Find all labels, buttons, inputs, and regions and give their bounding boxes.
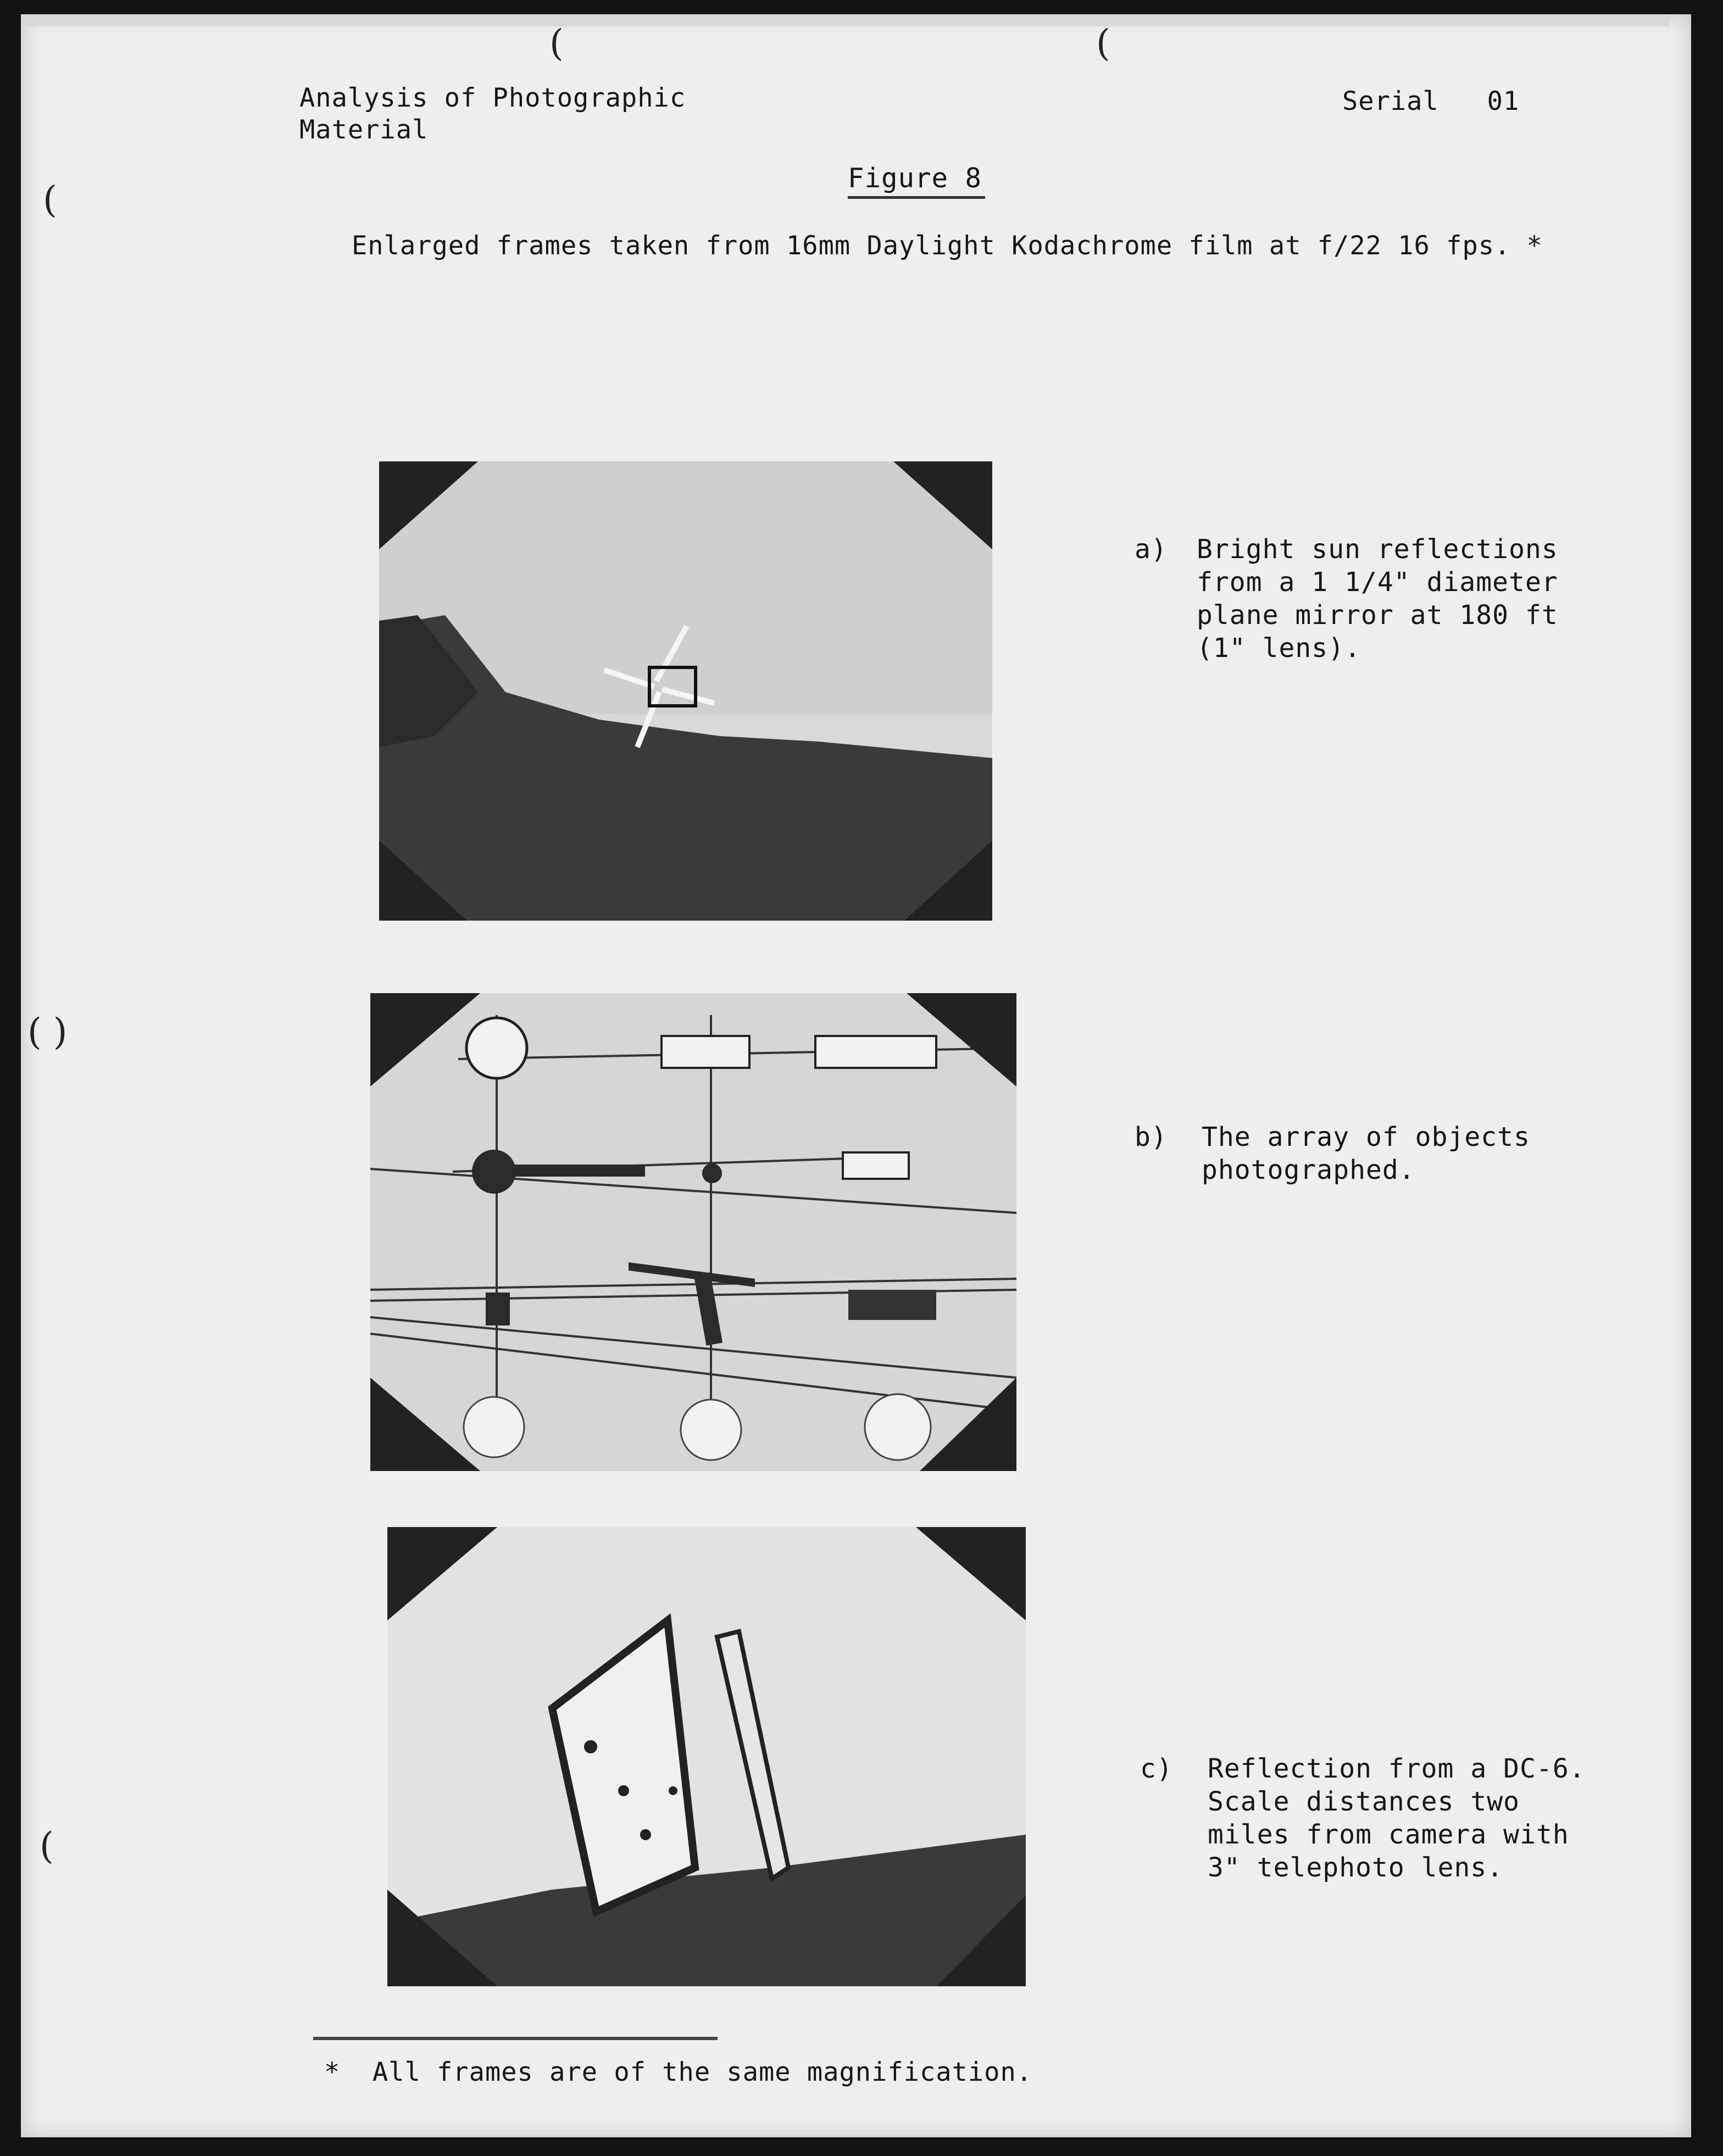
panel-a-line: from a 1 1/4" diameter xyxy=(1197,567,1558,598)
photo-frame-c xyxy=(387,1527,1026,1986)
header-title-line2: Material xyxy=(299,115,429,145)
panel-c-line: Reflection from a DC-6. xyxy=(1208,1753,1586,1784)
punch-mark: ( xyxy=(549,22,564,64)
panel-b-label: b) xyxy=(1135,1122,1168,1152)
panel-a-line: plane mirror at 180 ft xyxy=(1197,600,1558,631)
panel-c-line: Scale distances two xyxy=(1208,1786,1520,1817)
footnote: * All frames are of the same magnification. xyxy=(324,2057,1033,2087)
panel-a-line: Bright sun reflections xyxy=(1197,534,1558,565)
figure-title: Figure 8 xyxy=(848,163,982,194)
punch-mark: ( xyxy=(43,179,57,221)
photo-frame-a xyxy=(379,461,992,921)
panel-b-line: photographed. xyxy=(1202,1155,1415,1185)
photo-frame-b xyxy=(370,993,1016,1471)
footnote-rule xyxy=(313,2037,718,2040)
figure-title-underline xyxy=(848,196,985,199)
panel-c-line: miles from camera with xyxy=(1208,1819,1569,1850)
panel-c-line: 3" telephoto lens. xyxy=(1208,1852,1504,1883)
punch-mark: ( ) xyxy=(27,1011,68,1053)
panel-a-line: (1" lens). xyxy=(1197,633,1361,664)
panel-c-label: c) xyxy=(1140,1753,1173,1784)
serial-number: Serial 01 xyxy=(1342,86,1520,116)
punch-mark: ( xyxy=(1096,22,1110,64)
panel-b-line: The array of objects xyxy=(1202,1122,1530,1152)
page-top-edge xyxy=(21,14,1669,26)
punch-mark: ( xyxy=(40,1825,54,1867)
header-title-line1: Analysis of Photographic xyxy=(299,83,686,113)
panel-a-label: a) xyxy=(1135,534,1168,565)
figure-caption: Enlarged frames taken from 16mm Daylight Kodachrome film at f/22 16 fps. * xyxy=(352,231,1543,261)
